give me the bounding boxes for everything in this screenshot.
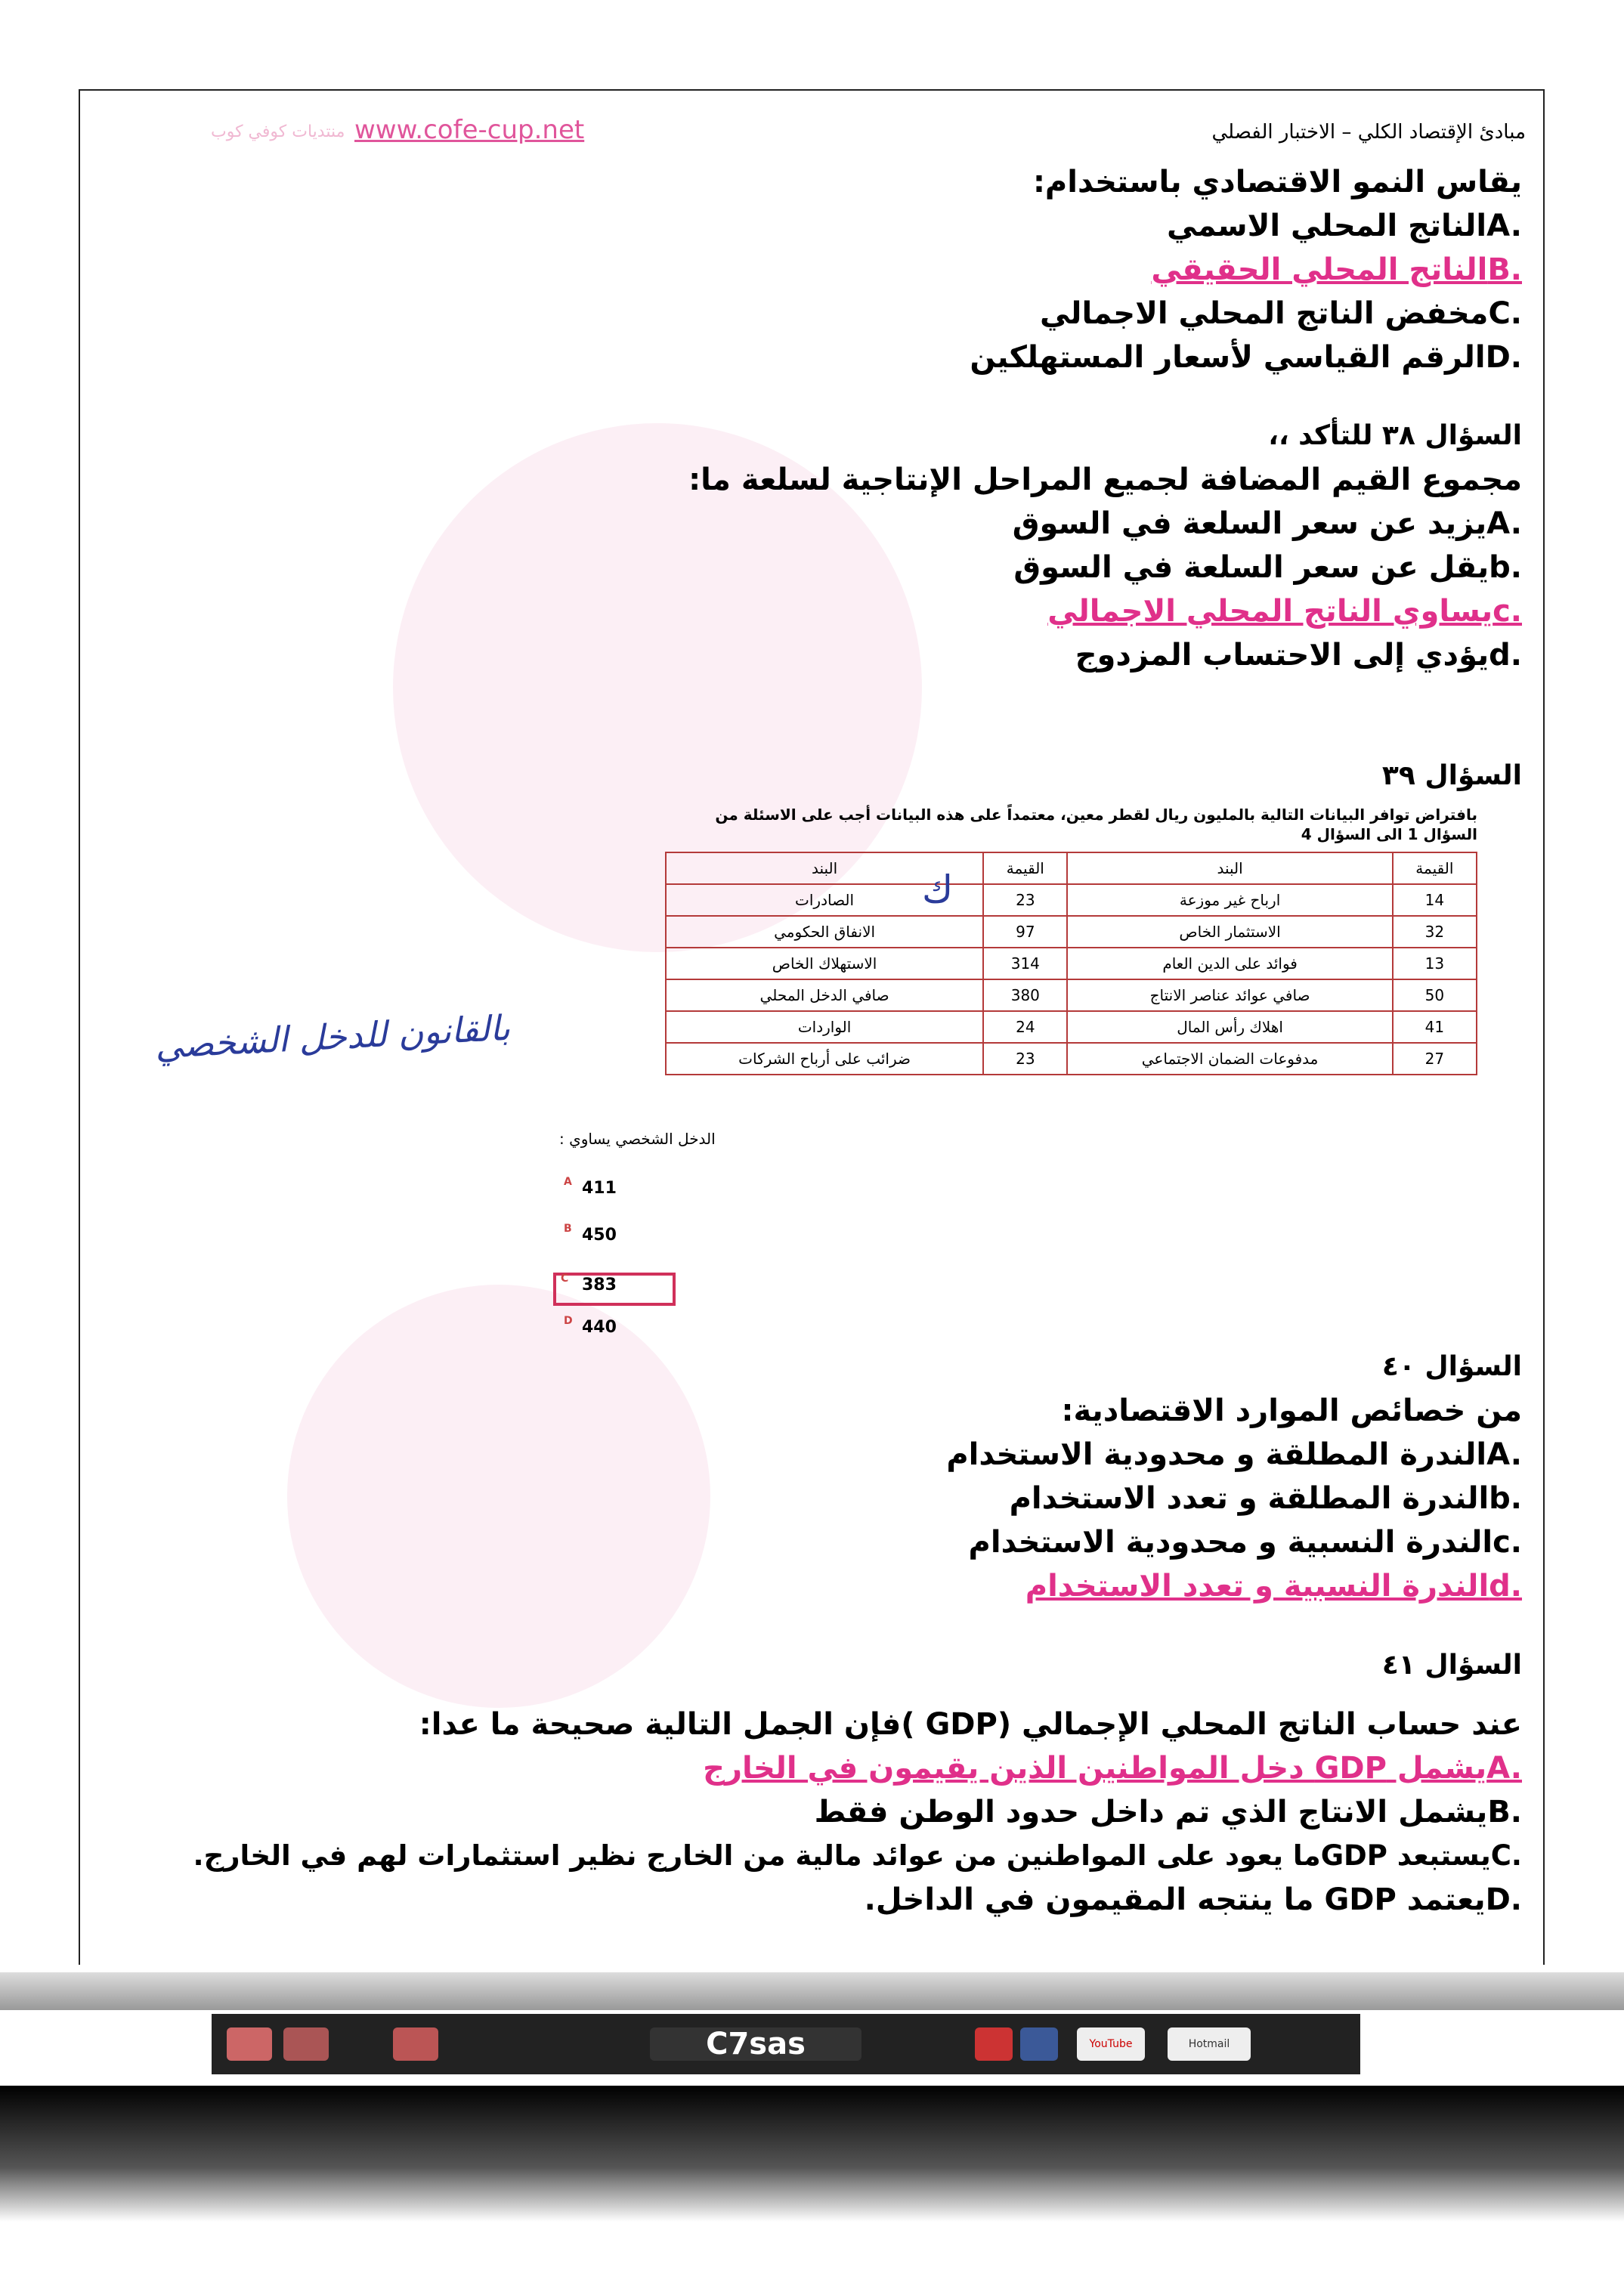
table-cell: 23: [983, 1043, 1067, 1075]
option-b-correct: B.الناتج المحلي الحقيقي: [1151, 252, 1522, 287]
table-cell: صافي الدخل المحلي: [666, 979, 983, 1011]
option-c: c.الندرة النسبية و محدودية الاستخدام: [968, 1525, 1522, 1560]
table-intro: بافتراض توافر البيانات التالية بالمليون ريال لقطر معين، معتمداً على هذه البيانات أجب على الاسئلة من السؤال 1 الى السؤال 4: [715, 806, 1477, 843]
question-stem: مجموع القيم المضافة لجميع المراحل الإنتاجية لسلعة ما:: [688, 462, 1522, 497]
data-table-block: [665, 805, 1477, 1075]
table-cell: الانفاق الحكومي: [666, 916, 983, 948]
table-cell: الاستثمار الخاص: [1067, 916, 1392, 948]
option-a: A.يزيد عن سعر السلعة في السوق: [1012, 506, 1522, 541]
scan-shadow: [0, 2086, 1624, 2222]
table-cell: مدفوعات الضمان الاجتماعي: [1067, 1043, 1392, 1075]
data-table: [665, 852, 1477, 1075]
exam-name: الاختبار الفصلي: [1211, 121, 1336, 144]
option-c-correct: c.يساوي الناتج المحلي الاجمالي: [1047, 594, 1522, 629]
handwritten-mark: ك: [922, 868, 954, 911]
handwritten-note: بالقانون للدخل الشخصي: [153, 1007, 512, 1067]
question-41: [116, 1644, 1522, 1922]
youtube-icon[interactable]: YouTube: [1077, 2027, 1145, 2061]
table-row: [666, 948, 1477, 979]
option-d: d.يؤدي إلى الاحتساب المزدوج: [1075, 638, 1522, 673]
table-cell: 24: [983, 1011, 1067, 1043]
table-header-row: [666, 852, 1477, 884]
table-cell: 14: [1393, 884, 1477, 916]
option-a: A.الندرة المطلقة و محدودية الاستخدام: [946, 1437, 1522, 1472]
social-icon[interactable]: [283, 2027, 329, 2061]
table-cell: 41: [1393, 1011, 1477, 1043]
table-cell: ارباح غير موزعة: [1067, 884, 1392, 916]
question-40: [116, 1345, 1522, 1608]
question-stem: يقاس النمو الاقتصادي باستخدام:: [1032, 165, 1522, 199]
page-header: [105, 115, 1526, 153]
table-row: [666, 979, 1477, 1011]
table-cell: الاستهلاك الخاص: [666, 948, 983, 979]
hotmail-icon[interactable]: Hotmail: [1168, 2027, 1251, 2061]
facebook-icon[interactable]: [1020, 2027, 1058, 2061]
table-cell: ضرائب على أرباح الشركات: [666, 1043, 983, 1075]
question-title: السؤال ٣٩: [1381, 760, 1522, 791]
table-row: [666, 1043, 1477, 1075]
choice-d: D 440: [564, 1315, 617, 1337]
browser-toolbar: [212, 2014, 1360, 2074]
option-a-correct: A.يشمل GDP دخل المواطنين الذين يقيمون في الخارج: [703, 1751, 1522, 1786]
instagram-icon[interactable]: [393, 2027, 438, 2061]
social-icon[interactable]: [227, 2027, 272, 2061]
option-c: C.يستبعد GDPما يعود على المواطنين من عوائد مالية من الخارج نظير استثمارات لهم في الخارج.: [193, 1839, 1522, 1872]
table-cell: 13: [1393, 948, 1477, 979]
option-d: D.الرقم القياسي لأسعار المستهلكين: [970, 340, 1522, 375]
table-header-cell: البند: [1067, 852, 1392, 884]
table-cell: 314: [983, 948, 1067, 979]
table-row: [666, 916, 1477, 948]
table-header-cell: القيمة: [983, 852, 1067, 884]
question-title: السؤال ٤٠: [1381, 1351, 1522, 1382]
question-stem: من خصائص الموارد الاقتصادية:: [1061, 1393, 1522, 1428]
page-edge-band: [0, 1972, 1624, 2010]
choice-a: A 411: [564, 1176, 617, 1198]
question-stem: عند حساب الناتج المحلي الإجمالي (GDP )فإن الجمل التالية صحيحة ما عدا:: [419, 1707, 1522, 1742]
page-subject: [1211, 121, 1526, 144]
option-d: D.يعتمد GDP ما ينتجه المقيمون في الداخل.: [864, 1882, 1522, 1917]
option-a: A.الناتج المحلي الاسمي: [1167, 209, 1522, 243]
table-header-cell: القيمة: [1393, 852, 1477, 884]
table-cell: 97: [983, 916, 1067, 948]
question-title: السؤال ٣٨ للتأكد ،،: [1268, 420, 1522, 451]
option-b: b.الندرة المطلقة و تعدد الاستخدام: [1009, 1481, 1522, 1516]
option-c: C.مخفض الناتج المحلي الاجمالي: [1039, 296, 1522, 331]
option-b: b.يقل عن سعر السلعة في السوق: [1013, 550, 1522, 585]
table-cell: 380: [983, 979, 1067, 1011]
question-title: السؤال ٤١: [1381, 1650, 1522, 1681]
table-cell: 23: [983, 884, 1067, 916]
table-cell: الواردات: [666, 1011, 983, 1043]
table-header-cell: البند: [666, 852, 983, 884]
site-logo: C7sas: [650, 2027, 861, 2061]
question-39-prompt: الدخل الشخصي يساوي :: [559, 1130, 716, 1148]
table-cell: فوائد على الدين العام: [1067, 948, 1392, 979]
choice-c-selected: C 383: [553, 1273, 676, 1306]
choice-b: B 450: [564, 1223, 617, 1245]
forum-name: منتديات كوفي كوب: [211, 122, 345, 141]
table-row: [666, 1011, 1477, 1043]
google-plus-icon[interactable]: [975, 2027, 1013, 2061]
table-cell: اهلاك رأس المال: [1067, 1011, 1392, 1043]
question-38: [116, 414, 1522, 677]
table-cell: 50: [1393, 979, 1477, 1011]
question-39-title-block: [116, 754, 1522, 798]
option-d-correct: d.الندرة النسبية و تعدد الاستخدام: [1025, 1569, 1522, 1604]
table-cell: 27: [1393, 1043, 1477, 1075]
table-cell: صافي عوائد عناصر الانتاج: [1067, 979, 1392, 1011]
subject-name: مبادئ الإقتصاد الكلي: [1357, 121, 1526, 144]
question-37: [116, 160, 1522, 379]
subject-separator: –: [1341, 121, 1352, 144]
table-cell: 32: [1393, 916, 1477, 948]
site-link[interactable]: www.cofe-cup.net: [354, 115, 585, 145]
question-39-choices: [559, 1176, 710, 1365]
table-cell: الصادرات: [666, 884, 983, 916]
table-row: [666, 884, 1477, 916]
option-b: B.يشمل الانتاج الذي تم داخل حدود الوطن فقط: [814, 1795, 1522, 1830]
